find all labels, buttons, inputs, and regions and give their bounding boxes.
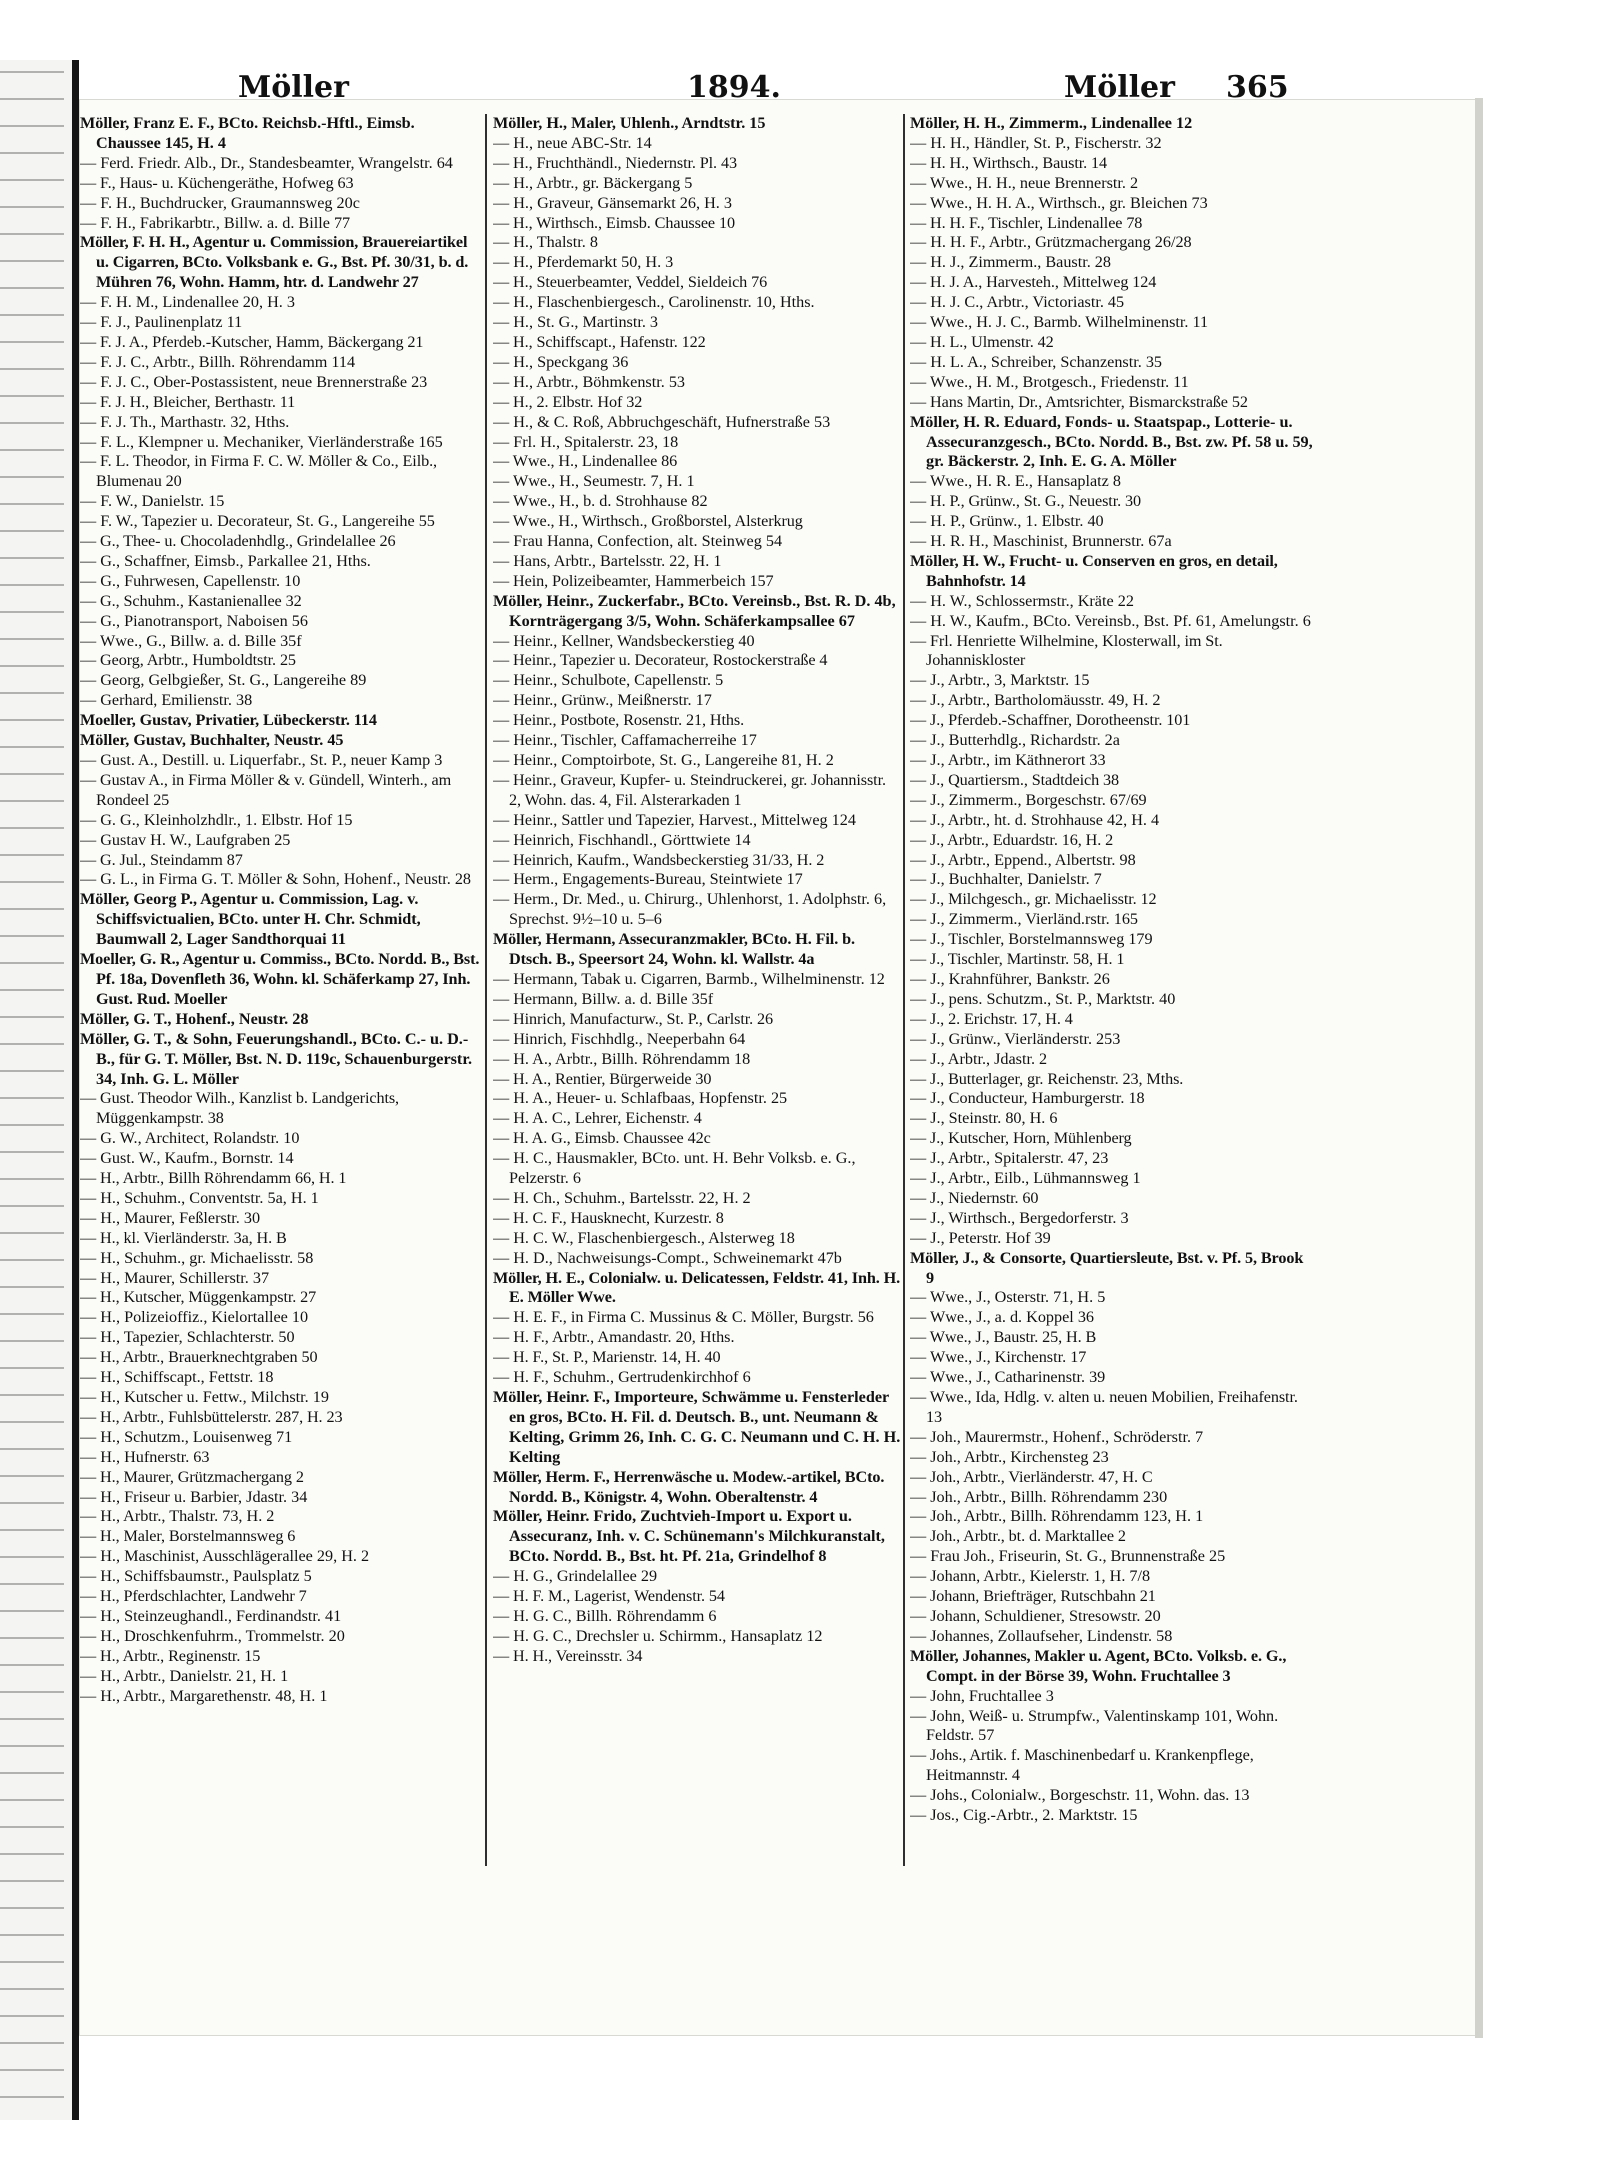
directory-entry: — H., Pferdemarkt 50, H. 3 xyxy=(493,253,674,272)
directory-entry: — H., Arbtr., Fuhlsbüttelerstr. 287, H. 23 xyxy=(80,1407,343,1426)
directory-entry: — H., Wirthsch., Eimsb. Chaussee 10 xyxy=(493,213,735,232)
directory-entry: — Joh., Arbtr., Kirchensteg 23 xyxy=(910,1447,1109,1466)
directory-entry: — H., Polizeioffiz., Kielortallee 10 xyxy=(80,1308,309,1327)
directory-entry: — J., Arbtr., ht. d. Strohhause 42, H. 4 xyxy=(910,810,1160,829)
directory-entry: — J., Zimmerm., Vierländ.rstr. 165 xyxy=(910,910,1139,929)
directory-entry: — Wwe., J., Catharinenstr. 39 xyxy=(910,1368,1106,1387)
directory-entry: — H. L., Ulmenstr. 42 xyxy=(910,332,1054,351)
directory-entry: — J., Grünw., Vierländerstr. 253 xyxy=(910,1029,1121,1048)
directory-entry: — H. G., Grindelallee 29 xyxy=(493,1567,658,1586)
directory-entry: — H., neue ABC-Str. 14 xyxy=(493,133,652,152)
directory-entry: — J., Arbtr., 3, Marktstr. 15 xyxy=(910,671,1090,690)
directory-entry: — H., 2. Elbstr. Hof 32 xyxy=(493,392,643,411)
directory-entry: — H., Arbtr., Reginenstr. 15 xyxy=(80,1646,261,1665)
directory-entry: — H. L. A., Schreiber, Schanzenstr. 35 xyxy=(910,352,1163,371)
directory-entry: — H., Arbtr., Brauerknechtgraben 50 xyxy=(80,1348,318,1367)
directory-entry: — F. J. Th., Marthastr. 32, Hths. xyxy=(80,412,290,431)
directory-entry: — H., Maschinist, Ausschlägerallee 29, H. 2 xyxy=(80,1547,370,1566)
directory-entry: — J., Tischler, Martinstr. 58, H. 1 xyxy=(910,950,1125,969)
directory-entry: — F. H. M., Lindenallee 20, H. 3 xyxy=(80,293,295,312)
directory-entry: — H., Droschkenfuhrm., Trommelstr. 20 xyxy=(80,1626,345,1645)
directory-entry: Möller, Georg P., Agentur u. Commission, Lag. v. Schiffsvictualien, BCto. unter H. Chr. Schmidt, Baumwall 2, Lager Sandthorquai 11 xyxy=(80,890,421,949)
directory-entry: Möller, H. W., Frucht- u. Conserven en gros, en detail, Bahnhofstr. 14 xyxy=(910,551,1278,590)
page-shadow-edge xyxy=(1475,98,1483,2038)
directory-entry: — J., Arbtr., Eppend., Albertstr. 98 xyxy=(910,850,1136,869)
directory-entry: — Wwe., H. H. A., Wirthsch., gr. Bleichen 73 xyxy=(910,193,1208,212)
directory-entry: — H. C. F., Hausknecht, Kurzestr. 8 xyxy=(493,1208,724,1227)
directory-entry: Moeller, G. R., Agentur u. Commiss., BCto. Nordd. B., Bst. Pf. 18a, Dovenfleth 36, Wohn. kl. Schäferkamp 27, Inh. Gust. Rud. Moeller xyxy=(80,950,480,1008)
directory-entry: — H. A. C., Lehrer, Eichenstr. 4 xyxy=(493,1109,702,1128)
directory-entry: — G., Schuhm., Kastanienallee 32 xyxy=(80,591,302,610)
directory-entry: — H. Ch., Schuhm., Bartelsstr. 22, H. 2 xyxy=(493,1188,751,1207)
directory-entry: — Frl. Henriette Wilhelmine, Klosterwall, im St. Johanniskloster xyxy=(910,631,1223,670)
directory-entry: — Johann, Arbtr., Kielerstr. 1, H. 7/8 xyxy=(910,1567,1151,1586)
directory-entry: — Hein, Polizeibeamter, Hammerbeich 157 xyxy=(493,571,774,590)
directory-entry: — F. J. A., Pferdeb.-Kutscher, Hamm, Bäckergang 21 xyxy=(80,332,424,351)
directory-entry: Möller, Gustav, Buchhalter, Neustr. 45 xyxy=(80,731,344,750)
directory-entry: — H., Arbtr., Böhmkenstr. 53 xyxy=(493,372,686,391)
directory-entry: — H. A. G., Eimsb. Chaussee 42c xyxy=(493,1129,711,1148)
directory-entry: — H., Schutzm., Louisenweg 71 xyxy=(80,1427,293,1446)
directory-entry: — J., pens. Schutzm., St. P., Marktstr. 40 xyxy=(910,989,1176,1008)
directory-entry: — Heinr., Grünw., Meißnerstr. 17 xyxy=(493,691,712,710)
directory-entry: — Johann, Schuldiener, Stresowstr. 20 xyxy=(910,1606,1161,1625)
page-header-left: Möller xyxy=(238,70,349,105)
directory-entry: — John, Fruchtallee 3 xyxy=(910,1686,1054,1705)
directory-entry: — Heinr., Sattler und Tapezier, Harvest., Mittelweg 124 xyxy=(493,810,856,829)
directory-entry: — Joh., Maurermstr., Hohenf., Schröderstr. 7 xyxy=(910,1427,1204,1446)
directory-entry: — J., Arbtr., Spitalerstr. 47, 23 xyxy=(910,1149,1109,1168)
directory-entry: — Heinr., Postbote, Rosenstr. 21, Hths. xyxy=(493,711,745,730)
directory-entry: — J., Krahnführer, Bankstr. 26 xyxy=(910,969,1110,988)
directory-entry: — G., Fuhrwesen, Capellenstr. 10 xyxy=(80,571,301,590)
directory-entry: — J., Arbtr., im Käthnerort 33 xyxy=(910,751,1106,769)
directory-entry: — Heinr., Schulbote, Capellenstr. 5 xyxy=(493,671,724,690)
directory-entry: — Frau Joh., Friseurin, St. G., Brunnenstraße 25 xyxy=(910,1547,1226,1566)
directory-entry: — H. F., St. P., Marienstr. 14, H. 40 xyxy=(493,1348,721,1367)
directory-entry: — F., Haus- u. Küchengeräthe, Hofweg 63 xyxy=(80,173,354,192)
directory-entry: — H. H., Wirthsch., Baustr. 14 xyxy=(910,153,1108,172)
directory-entry: — H. D., Nachweisungs-Compt., Schweinemarkt 47b xyxy=(493,1248,842,1267)
directory-entry: — Jos., Cig.-Arbtr., 2. Marktstr. 15 xyxy=(910,1806,1138,1825)
directory-entry: — Wwe., H., b. d. Strohhause 82 xyxy=(493,492,708,511)
directory-entry: — H., Friseur u. Barbier, Jdastr. 34 xyxy=(80,1487,308,1506)
directory-entry: — G. L., in Firma G. T. Möller & Sohn, Hohenf., Neustr. 28 xyxy=(80,870,472,889)
directory-entry: — John, Weiß- u. Strumpfw., Valentinskamp 101, Wohn. Feldstr. 57 xyxy=(910,1706,1279,1745)
directory-entry: — H. G. C., Billh. Röhrendamm 6 xyxy=(493,1606,717,1625)
directory-entry: — Johs., Artik. f. Maschinenbedarf u. Krankenpflege, Heitmannstr. 4 xyxy=(910,1746,1254,1785)
directory-entry: — J., Conducteur, Hamburgerstr. 18 xyxy=(910,1089,1145,1108)
directory-entry: — H., St. G., Martinstr. 3 xyxy=(493,313,659,332)
directory-entry: — Joh., Arbtr., Billh. Röhrendamm 123, H. 1 xyxy=(910,1507,1204,1526)
directory-entry: — Gerhard, Emilienstr. 38 xyxy=(80,691,253,710)
directory-entry: — H. J. A., Harvesteh., Mittelweg 124 xyxy=(910,273,1157,292)
directory-entry: — F. H., Buchdrucker, Graumannsweg 20c xyxy=(80,193,360,212)
directory-entry: — Wwe., H., Wirthsch., Großborstel, Alsterkrug xyxy=(493,512,803,531)
page-header-year: 1894. xyxy=(687,70,781,105)
directory-entry: — H. H. F., Arbtr., Grützmachergang 26/28 xyxy=(910,233,1192,252)
directory-entry: — Heinr., Kellner, Wandsbeckerstieg 40 xyxy=(493,631,755,650)
directory-entry: Möller, Heinr., Zuckerfabr., BCto. Vereinsb., Bst. R. D. 4b, Kornträgergang 3/5, Wohn. Schäferkampsallee 67 xyxy=(493,591,896,630)
page-header-right: Möller xyxy=(1064,70,1175,105)
directory-entry: — J., Pferdeb.-Schaffner, Dorotheenstr. 101 xyxy=(910,711,1191,730)
directory-entry: — F. W., Tapezier u. Decorateur, St. G., Langereihe 55 xyxy=(80,512,435,531)
directory-entry: — Hinrich, Manufacturw., St. P., Carlstr. 26 xyxy=(493,1009,774,1028)
directory-entry: — H. P., Grünw., 1. Elbstr. 40 xyxy=(910,512,1104,531)
directory-entry: — H., Tapezier, Schlachterstr. 50 xyxy=(80,1328,295,1347)
directory-entry: — J., 2. Erichstr. 17, H. 4 xyxy=(910,1009,1073,1028)
column-divider-right xyxy=(903,114,905,1866)
directory-entry: — Ferd. Friedr. Alb., Dr., Standesbeamter, Wrangelstr. 64 xyxy=(80,153,453,172)
directory-entry: — Wwe., H., Seumestr. 7, H. 1 xyxy=(493,472,695,491)
directory-entry: — Heinrich, Kaufm., Wandsbeckerstieg 31/33, H. 2 xyxy=(493,850,825,869)
directory-entry: — Heinrich, Fischhandl., Görttwiete 14 xyxy=(493,830,751,849)
directory-entry: — G., Pianotransport, Naboisen 56 xyxy=(80,611,308,630)
directory-entry: — Frau Hanna, Confection, alt. Steinweg 54 xyxy=(493,532,783,551)
directory-entry: — Gust. A., Destill. u. Liquerfabr., St. P., neuer Kamp 3 xyxy=(80,751,443,769)
directory-entry: — Heinr., Tapezier u. Decorateur, Rostockerstraße 4 xyxy=(493,651,828,670)
directory-entry: Möller, H. H., Zimmerm., Lindenallee 12 xyxy=(910,114,1193,132)
directory-entry: — Hermann, Billw. a. d. Bille 35f xyxy=(493,989,714,1008)
directory-entry: — H., Arbtr., Thalstr. 73, H. 2 xyxy=(80,1507,275,1526)
directory-entry: — H., Maler, Borstelmannsweg 6 xyxy=(80,1527,296,1546)
directory-entry: — Gust. W., Kaufm., Bornstr. 14 xyxy=(80,1149,294,1168)
directory-entry: — H. H., Vereinsstr. 34 xyxy=(493,1646,643,1665)
directory-entry: — F. J. C., Arbtr., Billh. Röhrendamm 114 xyxy=(80,352,356,371)
directory-entry: — H., Arbtr., gr. Bäckergang 5 xyxy=(493,173,693,192)
directory-entry: Möller, H. E., Colonialw. u. Delicatessen, Feldstr. 41, Inh. H. E. Möller Wwe. xyxy=(493,1268,901,1307)
directory-entry: — H., Pferdschlachter, Landwehr 7 xyxy=(80,1587,307,1606)
directory-entry: — Hinrich, Fischhdlg., Neeperbahn 64 xyxy=(493,1029,746,1048)
directory-entry: — H. J., Zimmerm., Baustr. 28 xyxy=(910,253,1111,272)
directory-entry: — H. C. W., Flaschenbiergesch., Alsterweg 18 xyxy=(493,1228,795,1247)
directory-entry: — J., Milchgesch., gr. Michaelisstr. 12 xyxy=(910,890,1157,909)
directory-entry: — Hans Martin, Dr., Amtsrichter, Bismarckstraße 52 xyxy=(910,392,1248,411)
directory-entry: — H. F. M., Lagerist, Wendenstr. 54 xyxy=(493,1587,725,1606)
directory-entry: — H., Maurer, Grützmachergang 2 xyxy=(80,1467,304,1486)
directory-entry: — Wwe., G., Billw. a. d. Bille 35f xyxy=(80,631,302,650)
directory-entry: Möller, Hermann, Assecuranzmakler, BCto. H. Fil. b. Dtsch. B., Speersort 24, Wohn. kl. Wallstr. 4a xyxy=(493,930,855,969)
directory-entry: — F. W., Danielstr. 15 xyxy=(80,492,225,511)
directory-entry: — Herm., Engagements-Bureau, Steintwiete 17 xyxy=(493,870,803,889)
directory-entry: — G., Schaffner, Eimsb., Parkallee 21, Hths. xyxy=(80,551,371,570)
directory-entry: — J., Wirthsch., Bergedorferstr. 3 xyxy=(910,1208,1129,1227)
directory-entry: — H. J. C., Arbtr., Victoriastr. 45 xyxy=(910,293,1125,312)
directory-entry: — H., Schuhm., Conventstr. 5a, H. 1 xyxy=(80,1188,319,1207)
directory-entry: — H. H., Händler, St. P., Fischerstr. 32 xyxy=(910,133,1162,152)
directory-entry: — H. E. F., in Firma C. Mussinus & C. Möller, Burgstr. 56 xyxy=(493,1308,874,1327)
directory-column-left xyxy=(80,114,482,1866)
directory-entry: — F. J. C., Ober-Postassistent, neue Brennerstraße 23 xyxy=(80,372,428,391)
directory-entry: — J., Buchhalter, Danielstr. 7 xyxy=(910,870,1102,889)
directory-entry: — Wwe., H. J. C., Barmb. Wilhelminenstr. 11 xyxy=(910,313,1209,332)
directory-entry: — J., Quartiersm., Stadtdeich 38 xyxy=(910,770,1120,789)
directory-entry: — H. H. F., Tischler, Lindenallee 78 xyxy=(910,213,1143,232)
directory-entry: — H., Schuhm., gr. Michaelisstr. 58 xyxy=(80,1248,314,1267)
directory-entry: — H., Hufnerstr. 63 xyxy=(80,1447,210,1466)
directory-entry: Möller, Franz E. F., BCto. Reichsb.-Hftl., Eimsb. Chaussee 145, H. 4 xyxy=(80,114,415,152)
directory-entry: — Joh., Arbtr., Vierländerstr. 47, H. C xyxy=(910,1467,1153,1486)
directory-entry: — Frl. H., Spitalerstr. 23, 18 xyxy=(493,432,679,451)
directory-entry: Möller, G. T., & Sohn, Feuerungshandl., BCto. C.- u. D.-B., für G. T. Möller, Bst. N. D. 119c, Schauenburgerstr. 34, Inh. G. L. Möller xyxy=(80,1029,473,1088)
directory-entry: — F. J. H., Bleicher, Berthastr. 11 xyxy=(80,392,296,411)
directory-entry: — Heinr., Tischler, Caffamacherreihe 17 xyxy=(493,731,757,750)
directory-entry: — F. H., Fabrikarbtr., Billw. a. d. Bille 77 xyxy=(80,213,351,232)
directory-entry: — H., Steinzeughandl., Ferdinandstr. 41 xyxy=(80,1606,342,1625)
directory-entry: — J., Niedernstr. 60 xyxy=(910,1188,1039,1207)
directory-entry: — J., Kutscher, Horn, Mühlenberg xyxy=(910,1129,1132,1148)
directory-entry: — H. P., Grünw., St. G., Neuestr. 30 xyxy=(910,492,1141,511)
directory-entry: — J., Butterlager, gr. Reichenstr. 23, Mths. xyxy=(910,1069,1184,1088)
directory-entry: — Herm., Dr. Med., u. Chirurg., Uhlenhorst, 1. Adolphstr. 6, Sprechst. 9½–10 u. 5–6 xyxy=(493,890,887,929)
directory-entry: — Heinr., Graveur, Kupfer- u. Steindruckerei, gr. Johannisstr. 2, Wohn. das. 4, Fil. Alsterarkaden 1 xyxy=(493,770,886,809)
directory-entry: — H. R. H., Maschinist, Brunnerstr. 67a xyxy=(910,532,1172,551)
directory-entry: Möller, F. H. H., Agentur u. Commission, Brauereiartikel u. Cigarren, BCto. Volksbank e. G., Bst. Pf. 30/31, b. d. Mühren 76, Wohn. Hamm, htr. d. Landwehr 27 xyxy=(80,233,469,292)
directory-entry: — H. A., Heuer- u. Schlafbaas, Hopfenstr. 25 xyxy=(493,1089,788,1108)
directory-entry: — Georg, Arbtr., Humboldtstr. 25 xyxy=(80,651,296,670)
directory-entry: — H., Schiffscapt., Hafenstr. 122 xyxy=(493,332,706,351)
directory-entry: — J., Arbtr., Eduardstr. 16, H. 2 xyxy=(910,830,1114,849)
directory-entry: — Wwe., J., Baustr. 25, H. B xyxy=(910,1328,1097,1347)
directory-entry: — J., Arbtr., Jdastr. 2 xyxy=(910,1049,1048,1068)
previous-page-edge xyxy=(0,60,79,2120)
directory-entry: — H., kl. Vierländerstr. 3a, H. B xyxy=(80,1228,287,1247)
directory-entry: — H., Fruchthändl., Niedernstr. Pl. 43 xyxy=(493,153,737,172)
directory-entry: — Wwe., H. R. E., Hansaplatz 8 xyxy=(910,472,1121,491)
directory-entry: Möller, H. R. Eduard, Fonds- u. Staatspap., Lotterie- u. Assecuranzgesch., BCto. Nordd. B., Bst. zw. Pf. 58 u. 59, gr. Bäckerstr. 2, Inh. E. G. A. Möller xyxy=(910,412,1313,471)
directory-entry: — H., Arbtr., Margarethenstr. 48, H. 1 xyxy=(80,1686,328,1705)
directory-entry: — H., Schiffsbaumstr., Paulsplatz 5 xyxy=(80,1567,312,1586)
directory-entry: — H. A., Arbtr., Billh. Röhrendamm 18 xyxy=(493,1049,751,1068)
directory-entry: Möller, H., Maler, Uhlenh., Arndtstr. 15 xyxy=(493,114,766,132)
directory-entry: Moeller, Gustav, Privatier, Lübeckerstr. 114 xyxy=(80,711,377,730)
directory-entry: — Wwe., H. M., Brotgesch., Friedenstr. 11 xyxy=(910,372,1189,391)
directory-entry: — H., Speckgang 36 xyxy=(493,352,629,371)
directory-entry: — F. L. Theodor, in Firma F. C. W. Möller & Co., Eilb., Blumenau 20 xyxy=(80,452,437,491)
directory-entry: — J., Tischler, Borstelmannsweg 179 xyxy=(910,930,1153,949)
directory-entry: — H. F., Schuhm., Gertrudenkirchhof 6 xyxy=(493,1368,751,1387)
directory-entry: — Heinr., Comptoirbote, St. G., Langereihe 81, H. 2 xyxy=(493,751,834,769)
directory-column-right xyxy=(910,114,1313,1866)
directory-entry: — Johann, Briefträger, Rutschbahn 21 xyxy=(910,1587,1156,1606)
directory-entry: — Gustav H. W., Laufgraben 25 xyxy=(80,830,291,849)
directory-entry: — H., Arbtr., Danielstr. 21, H. 1 xyxy=(80,1666,289,1685)
directory-entry: — F. J., Paulinenplatz 11 xyxy=(80,313,243,332)
directory-entry: Möller, Heinr. F., Importeure, Schwämme u. Fensterleder en gros, BCto. H. Fil. d. Deutsch. B., unt. Neumann & Kelting, Grimm 26, Inh. C. G. C. Neumann und C. H. H. Kelting xyxy=(493,1388,901,1466)
page-number: 365 xyxy=(1226,70,1289,105)
directory-entry: — Johannes, Zollaufseher, Lindenstr. 58 xyxy=(910,1626,1173,1645)
directory-entry: — Gust. Theodor Wilh., Kanzlist b. Landgerichts, Müggenkampstr. 38 xyxy=(80,1089,399,1128)
directory-entry: Möller, Johannes, Makler u. Agent, BCto. Volksb. e. G., Compt. in der Börse 39, Wohn. Fruchtallee 3 xyxy=(910,1646,1287,1685)
directory-entry: — Wwe., Ida, Hdlg. v. alten u. neuen Mobilien, Freihafenstr. 13 xyxy=(910,1388,1298,1426)
directory-entry: — H. W., Schlossermstr., Kräte 22 xyxy=(910,591,1134,610)
directory-entry: — H., Flaschenbiergesch., Carolinenstr. 10, Hths. xyxy=(493,293,815,312)
directory-entry: Möller, Heinr. Frido, Zuchtvieh-Import u. Export u. Assecuranz, Inh. v. C. Schünemann's Milchkuranstalt, BCto. Nordd. B., Bst. ht. Pf. 21a, Grindelhof 8 xyxy=(493,1507,885,1566)
directory-entry: — F. L., Klempner u. Mechaniker, Vierländerstraße 165 xyxy=(80,432,443,451)
directory-entry: — Georg, Gelbgießer, St. G., Langereihe 89 xyxy=(80,671,367,690)
directory-entry: — H. F., Arbtr., Amandastr. 20, Hths. xyxy=(493,1328,735,1347)
directory-entry: — J., Arbtr., Bartholomäusstr. 49, H. 2 xyxy=(910,691,1161,710)
directory-entry: Möller, G. T., Hohenf., Neustr. 28 xyxy=(80,1009,309,1028)
directory-entry: — J., Butterhdlg., Richardstr. 2a xyxy=(910,731,1120,750)
directory-entry: — H., & C. Roß, Abbruchgeschäft, Hufnerstraße 53 xyxy=(493,412,831,431)
directory-entry: Möller, J., & Consorte, Quartiersleute, Bst. v. Pf. 5, Brook 9 xyxy=(910,1248,1304,1287)
directory-entry: — H., Schiffscapt., Fettstr. 18 xyxy=(80,1368,274,1387)
directory-entry: — Joh., Arbtr., bt. d. Marktallee 2 xyxy=(910,1527,1126,1546)
directory-entry: — G. W., Architect, Rolandstr. 10 xyxy=(80,1129,300,1148)
directory-entry: — J., Steinstr. 80, H. 6 xyxy=(910,1109,1058,1128)
directory-entry: — Johs., Colonialw., Borgeschstr. 11, Wohn. das. 13 xyxy=(910,1786,1250,1805)
directory-entry: — H. A., Rentier, Bürgerweide 30 xyxy=(493,1069,712,1088)
directory-entry: Möller, Herm. F., Herrenwäsche u. Modew.-artikel, BCto. Nordd. B., Königstr. 4, Wohn. Oberaltenstr. 4 xyxy=(493,1467,885,1506)
directory-entry: — J., Zimmerm., Borgeschstr. 67/69 xyxy=(910,790,1147,809)
directory-entry: — H. C., Hausmakler, BCto. unt. H. Behr Volksb. e. G., Pelzerstr. 6 xyxy=(493,1149,856,1188)
directory-entry: — H., Thalstr. 8 xyxy=(493,233,598,252)
directory-entry: — H., Arbtr., Billh Röhrendamm 66, H. 1 xyxy=(80,1169,347,1188)
directory-entry: — H., Kutscher, Müggenkampstr. 27 xyxy=(80,1288,317,1307)
directory-entry: — H., Maurer, Feßlerstr. 30 xyxy=(80,1208,261,1227)
column-divider-left xyxy=(485,114,487,1866)
directory-entry: — H., Graveur, Gänsemarkt 26, H. 3 xyxy=(493,193,732,212)
previous-page-text-fragment xyxy=(0,60,64,2120)
directory-entry: — G. Jul., Steindamm 87 xyxy=(80,850,243,869)
directory-entry: — H., Steuerbeamter, Veddel, Sieldeich 76 xyxy=(493,273,768,292)
directory-entry: — H., Maurer, Schillerstr. 37 xyxy=(80,1268,270,1287)
directory-entry: — H. G. C., Drechsler u. Schirmm., Hansaplatz 12 xyxy=(493,1626,823,1645)
directory-entry: — Hermann, Tabak u. Cigarren, Barmb., Wilhelminenstr. 12 xyxy=(493,969,885,988)
directory-entry: — H. W., Kaufm., BCto. Vereinsb., Bst. Pf. 61, Amelungstr. 6 xyxy=(910,611,1311,630)
directory-entry: — Wwe., H. H., neue Brennerstr. 2 xyxy=(910,173,1139,192)
directory-entry: — H., Kutscher u. Fettw., Milchstr. 19 xyxy=(80,1388,329,1406)
directory-entry: — Gustav A., in Firma Möller & v. Gündell, Winterh., am Rondeel 25 xyxy=(80,770,452,809)
directory-entry: — G., Thee- u. Chocoladenhdlg., Grindelallee 26 xyxy=(80,532,396,551)
directory-column-middle xyxy=(493,114,901,1866)
directory-entry: — Joh., Arbtr., Billh. Röhrendamm 230 xyxy=(910,1487,1168,1506)
directory-entry: — Wwe., J., Osterstr. 71, H. 5 xyxy=(910,1288,1106,1307)
directory-entry: — J., Arbtr., Eilb., Lühmannsweg 1 xyxy=(910,1169,1141,1188)
directory-entry: — Hans, Arbtr., Bartelsstr. 22, H. 1 xyxy=(493,551,722,570)
directory-entry: — Wwe., J., a. d. Koppel 36 xyxy=(910,1308,1095,1327)
directory-entry: — Wwe., J., Kirchenstr. 17 xyxy=(910,1348,1087,1367)
directory-entry: — G. G., Kleinholzhdlr., 1. Elbstr. Hof 15 xyxy=(80,810,353,829)
directory-entry: — Wwe., H., Lindenallee 86 xyxy=(493,452,678,471)
directory-entry: — J., Peterstr. Hof 39 xyxy=(910,1228,1051,1247)
